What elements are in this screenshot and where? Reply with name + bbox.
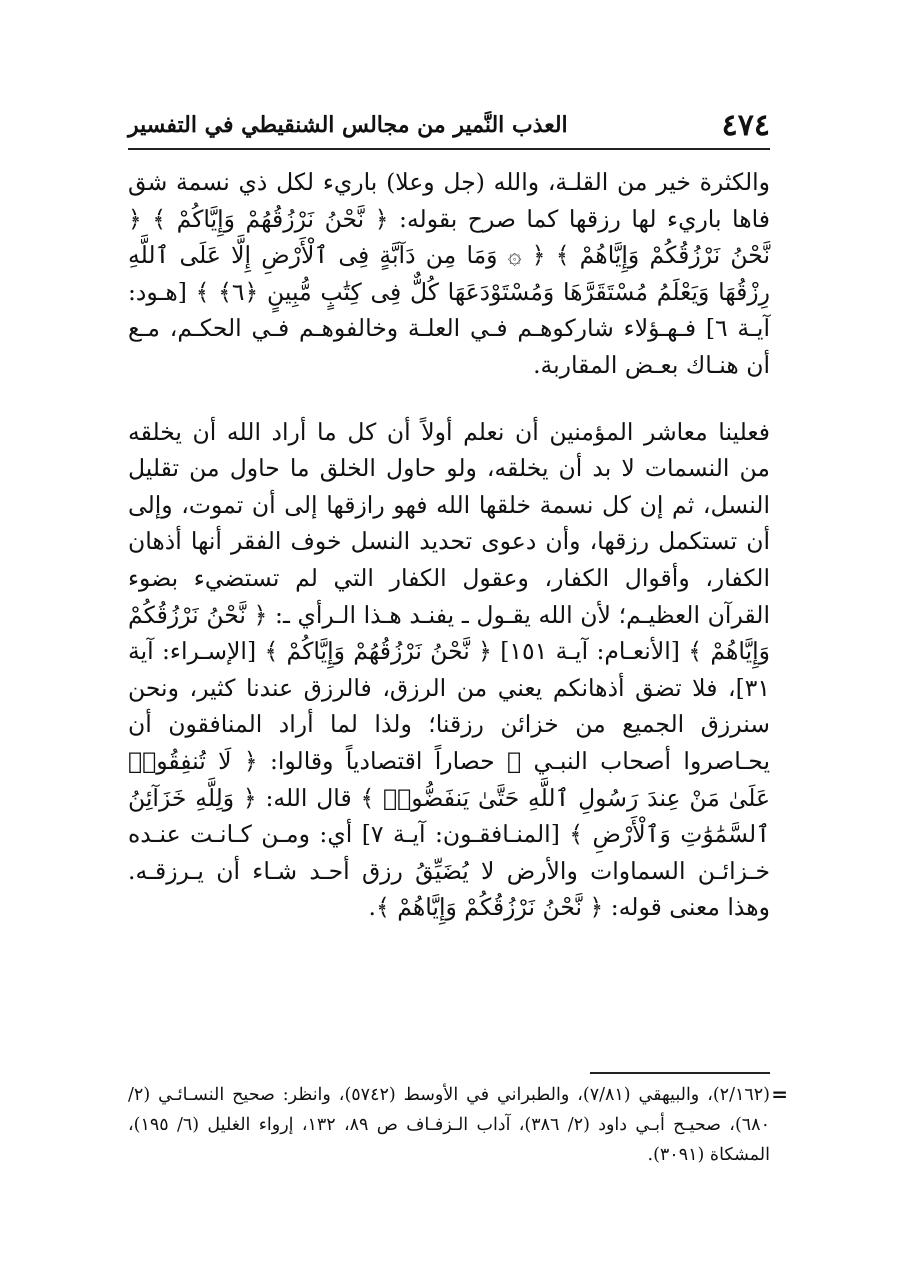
footnote: (٢/١٦٢)، والبيهقي (٧/٨١)، والطبراني في الأوسط (٥٧٤٢)، وانظر: صحيح النسـائـي (٢/ ٦٨٠)، صحيـح أبـي داود (٢/ ٣٨٦)، آداب الـزفـاف ص ٨٩، ١٣٢، إرواء الغليل (٦/ ١٩٥)، المشكاة (٣٠٩١). [128, 1085, 770, 1165]
footnote-continue-mark: = [771, 1082, 788, 1106]
paragraph-2: فعلينا معاشر المؤمنين أن نعلم أولاً أن كل ما أراد الله أن يخلقه من النسمات لا بد أن يخلقه، ولو حاول الخلق ما حاول من تقليل النسل، ثم إن كل نسمة خلقها الله فهو رازقها إلى أن تموت، وإلى أن تستكمل رزقها، وأن دعوى تحديد النسل خوف الفقر أنها أذهان الكفار، وأقوال الكفار، وعقول الكفار التي لم تستضيء بضوء القرآن العظيـم؛ لأن الله يقـول ـ يفنـد هـذا الـرأي ـ: ﴿ نَّحْنُ نَرْزُقُكُمْ وَإِيَّاهُمْ ﴾ [الأنعـام: آيـة ١٥١] ﴿ نَّحْنُ نَرْزُقُهُمْ وَإِيَّاكُمْ ﴾ [الإسـراء: آية ٣١]، فلا تضق أذهانكم يعني من الرزق، فالرزق عندنا كثير، ونحن سنرزق الجميع من خزائن رزقنا؛ ولذا لما أراد المنافقون أن يحـاصروا أصحاب النبـي ﷺ حصاراً اقتصادياً وقالوا: ﴿ لَا تُنفِقُوا۟ عَلَىٰ مَنْ عِندَ رَسُولِ ٱللَّهِ حَتَّىٰ يَنفَضُّوا۟ ﴾ قال الله: ﴿ وَلِلَّهِ خَزَآئِنُ ٱلسَّمَٰوَٰتِ وَٱلْأَرْضِ ﴾ [المنـافقـون: آيـة ٧] أي: ومـن كـانـت عنـده خـزائـن السماوات والأرض لا يُضَيِّقُ رزق أحـد شـاء أن يـرزقـه. وهذا معنى قوله: ﴿ نَّحْنُ نَرْزُقُكُمْ وَإِيَّاهُمْ ﴾. [128, 417, 770, 922]
page-number: ٤٧٤ [721, 107, 770, 143]
page-header [128, 102, 770, 150]
body-text [128, 164, 770, 926]
running-title: العذب النَّمير من مجالس الشنقيطي في التفسير [128, 112, 568, 138]
paragraph-1: والكثرة خير من القلـة، والله (جل وعلا) باريء لكل ذي نسمة شق فاها باريء لها رزقها كما صرح بقوله: ﴿ نَّحْنُ نَرْزُقُهُمْ وَإِيَّاكُمْ ﴾ ﴿ نَّحْنُ نَرْزُقُكُمْ وَإِيَّاهُمْ ﴾ ﴿ ۞ وَمَا مِن دَآبَّةٍ فِى ٱلْأَرْضِ إِلَّا عَلَى ٱللَّهِ رِزْقُهَا وَيَعْلَمُ مُسْتَقَرَّهَا وَمُسْتَوْدَعَهَا كُلٌّ فِى كِتَٰبٍ مُّبِينٍ ﴿٦﴾ ﴾ [هـود: آيـة ٦] فـهـؤلاء شاركوهـم فـي العلـة وخالفوهـم فـي الحكـم، مـع أن هنـاك بعـض المقاربة. [128, 168, 770, 379]
footnote-separator [590, 1072, 770, 1074]
